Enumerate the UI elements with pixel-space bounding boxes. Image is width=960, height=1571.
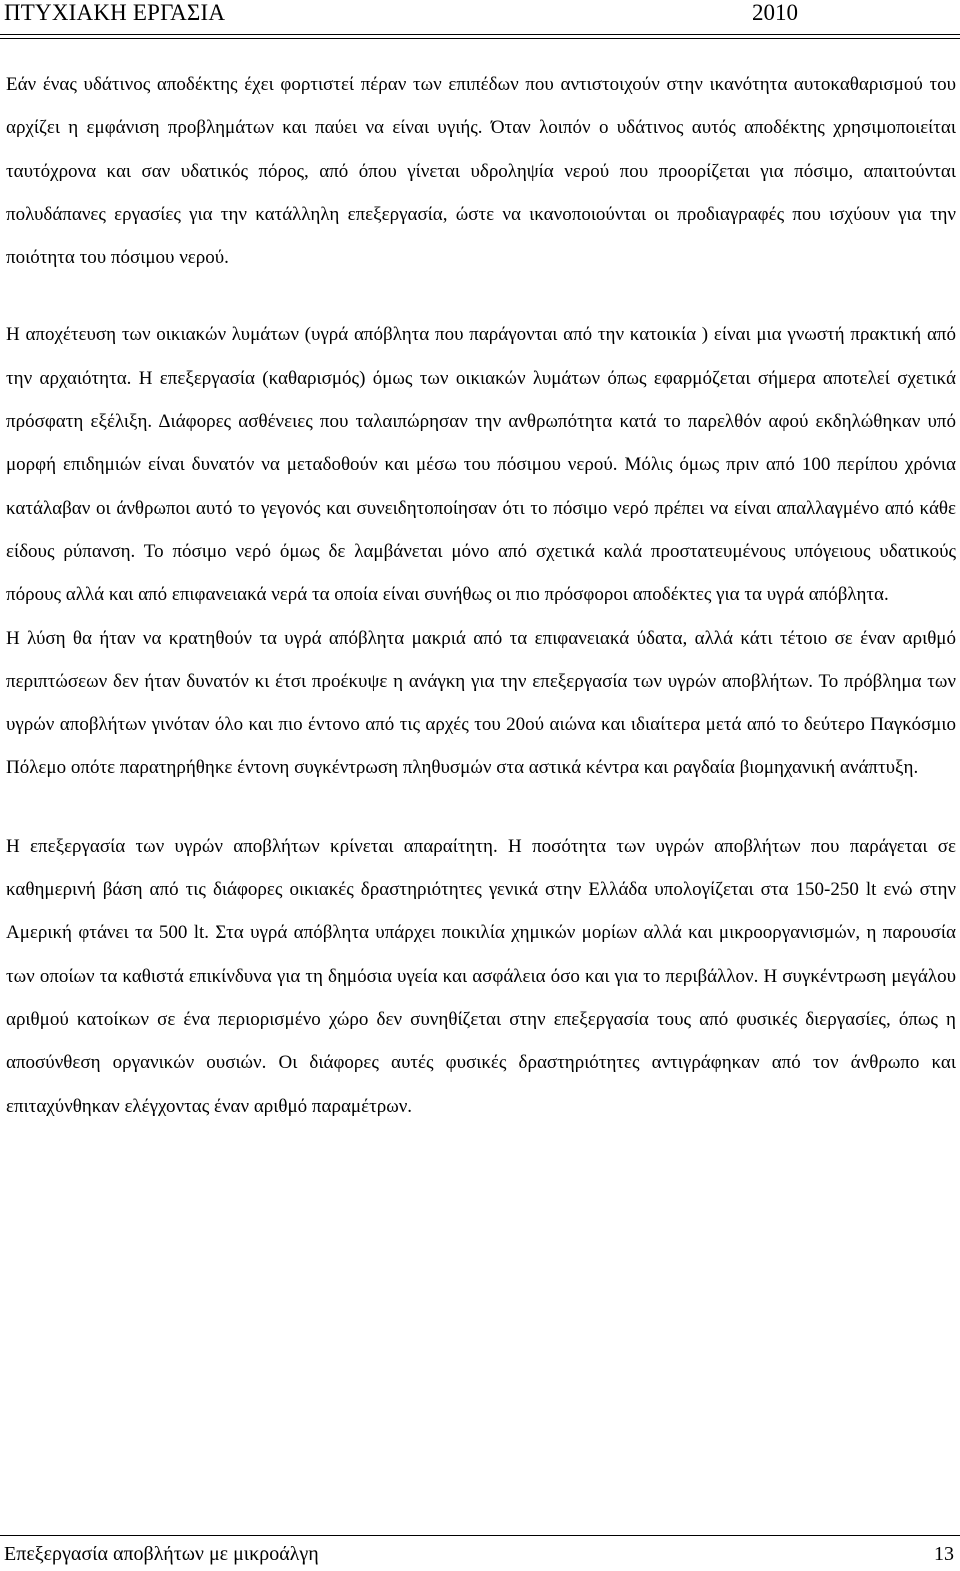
paragraph-3: Η λύση θα ήταν να κρατηθούν τα υγρά απόβλητα μακριά από τα επιφανειακά ύδατα, αλλά κάτι τέτοιο σε έναν αριθμό περιπτώσεων δεν ήταν δυνατόν κι έτσι προέκυψε η ανάγκη για την επεξεργασία των υγρών αποβλήτων. Το πρόβλημα των υγρών αποβλήτων γινόταν όλο και πιο έντονο από τις αρχές του 20ού αιώνα και ιδιαίτερα μετά από το δεύτερο Παγκόσμιο Πόλεμο οπότε παρατηρήθηκε έντονη συγκέντρωση πληθυσμών στα αστικά κέντρα και ραγδαία βιομηχανική ανάπτυξη.	[6, 627, 956, 779]
paragraph-4: Η επεξεργασία των υγρών αποβλήτων κρίνεται απαραίτητη. Η ποσότητα των υγρών αποβλήτων που παράγεται σε καθημερινή βάση από τις διάφορες οικιακές δραστηριότητες γενικά στην Ελλάδα υπολογίζεται στα 150-250 lt ενώ στην Αμερική φτάνει τα 500 lt. Στα υγρά απόβλητα υπάρχει ποικιλία χημικών μορίων αλλά και μικροοργανισμών, η παρουσία των οποίων τα καθιστά επικίνδυνα για τη δημόσια υγεία και ασφάλεια όσο και για το περιβάλλον. Η συγκέντρωση μεγάλου αριθμού κατοίκων σε ένα περιορισμένο χώρο δεν συνηθίζεται στην επεξεργασία τους από φυσικές διεργασίες, όπως η αποσύνθεση οργανικών ουσιών. Οι διάφορες αυτές φυσικές δραστηριότητες αντιγράφηκαν από τον άνθρωπο και επιταχύνθηκαν ελέγχοντας έναν αριθμό παραμέτρων.	[6, 835, 956, 1117]
header-title: ΠΤΥΧΙΑΚΗ ΕΡΓΑΣΙΑ	[4, 0, 226, 25]
header-year: 2010	[752, 0, 798, 25]
footer-title: Επεξεργασία αποβλήτων με μικροάλγη	[4, 1543, 319, 1565]
footer-rule	[0, 1535, 960, 1536]
body-text	[6, 63, 956, 1128]
paragraph-2: Η αποχέτευση των οικιακών λυμάτων (υγρά απόβλητα που παράγονται από την κατοικία ) είναι μια γνωστή πρακτική από την αρχαιότητα. Η επεξεργασία (καθαρισμός) όμως των οικιακών λυμάτων όπως εφαρμόζεται σήμερα αποτελεί σχετικά πρόσφατη εξέλιξη. Διάφορες ασθένειες που ταλαιπώρησαν την ανθρωπότητα κατά το παρελθόν αφού εκδηλώθηκαν υπό μορφή επιδημιών είναι δυνατόν να μεταδοθούν και μέσω του πόσιμου νερού. Μόλις όμως πριν από 100 περίπου χρόνια κατάλαβαν οι άνθρωποι αυτό το γεγονός και συνειδητοποίησαν ότι το πόσιμο νερό πρέπει να είναι απαλλαγμένο από κάθε είδους ρύπανση. Το πόσιμο νερό όμως δε λαμβάνεται μόνο από σχετικά καλά προστατευμένους υπόγειους υδατικούς πόρους αλλά και από επιφανειακά νερά τα οποία είναι συνήθως οι πιο πρόσφοροι αποδέκτες για τα υγρά απόβλητα.	[6, 324, 956, 606]
header-rule	[0, 34, 960, 35]
header-rule-secondary	[0, 38, 960, 39]
paragraph-1: Εάν ένας υδάτινος αποδέκτης έχει φορτιστεί πέραν των επιπέδων που αντιστοιχούν στην ικανότητα αυτοκαθαρισμού του αρχίζει η εμφάνιση προβλημάτων και παύει να είναι υγιής. Όταν λοιπόν ο υδάτινος αυτός αποδέκτης χρησιμοποιείται ταυτόχρονα και σαν υδατικός πόρος, από όπου γίνεται υδροληψία νερού που προορίζεται για πόσιμο, απαιτούνται πολυδάπανες εργασίες για την κατάλληλη επεξεργασία, ώστε να ικανοποιούνται οι προδιαγραφές που ισχύουν για την ποιότητα του πόσιμου νερού.	[6, 74, 956, 269]
page-number: 13	[934, 1543, 954, 1565]
page-header	[0, 0, 960, 38]
